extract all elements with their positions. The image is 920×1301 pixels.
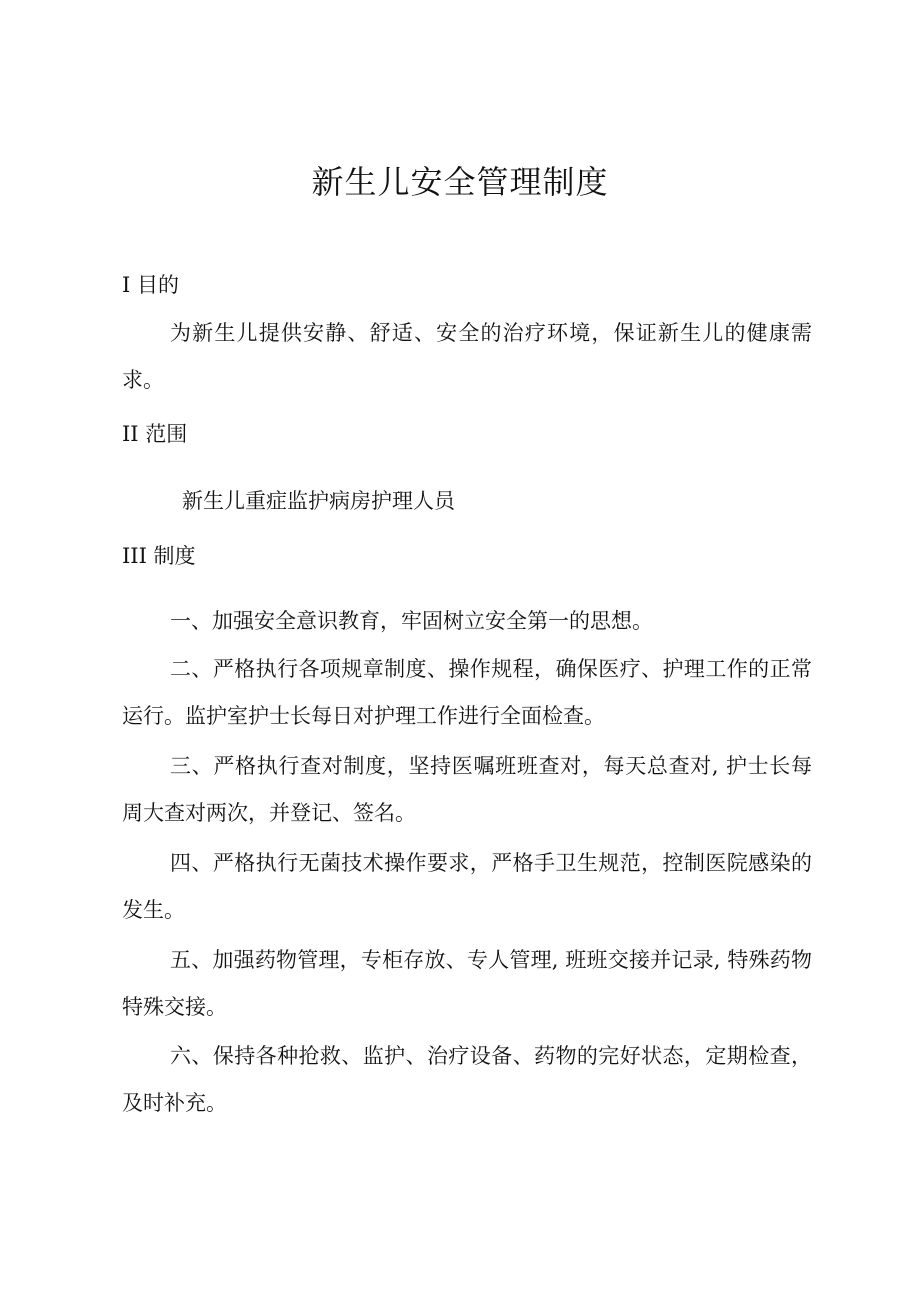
purpose-text: 为新生儿提供安静、舒适、安全的治疗环境，保证新生儿的健康需求。 (122, 321, 812, 392)
section-heading-purpose: I 目的 (122, 273, 179, 297)
rule-item-2: 二、严格执行各项规章制度、操作规程，确保医疗、护理工作的正常运行。监护室护士长每日对护理工作进行全面检查。 (122, 657, 812, 728)
rule-item-6: 六、保持各种抢救、监护、治疗设备、药物的完好状态，定期检查，及时补充。 (122, 1044, 812, 1115)
document-title: 新生儿安全管理制度 (311, 163, 609, 201)
scope-text: 新生儿重症监护病房护理人员 (182, 489, 455, 513)
section-heading-rules: III 制度 (122, 544, 196, 568)
rule-item-3: 三、严格执行查对制度，坚持医嘱班班查对，每天总查对, 护士长每周大查对两次，并登记、签名。 (122, 754, 812, 825)
rule-item-4: 四、严格执行无菌技术操作要求，严格手卫生规范，控制医院感染的发生。 (122, 851, 812, 922)
rule-item-1: 一、加强安全意识教育，牢固树立安全第一的思想。 (170, 609, 653, 633)
rule-item-5: 五、加强药物管理，专柜存放、专人管理, 班班交接并记录, 特殊药物特殊交接。 (122, 948, 812, 1019)
section-heading-scope: II 范围 (122, 422, 188, 446)
